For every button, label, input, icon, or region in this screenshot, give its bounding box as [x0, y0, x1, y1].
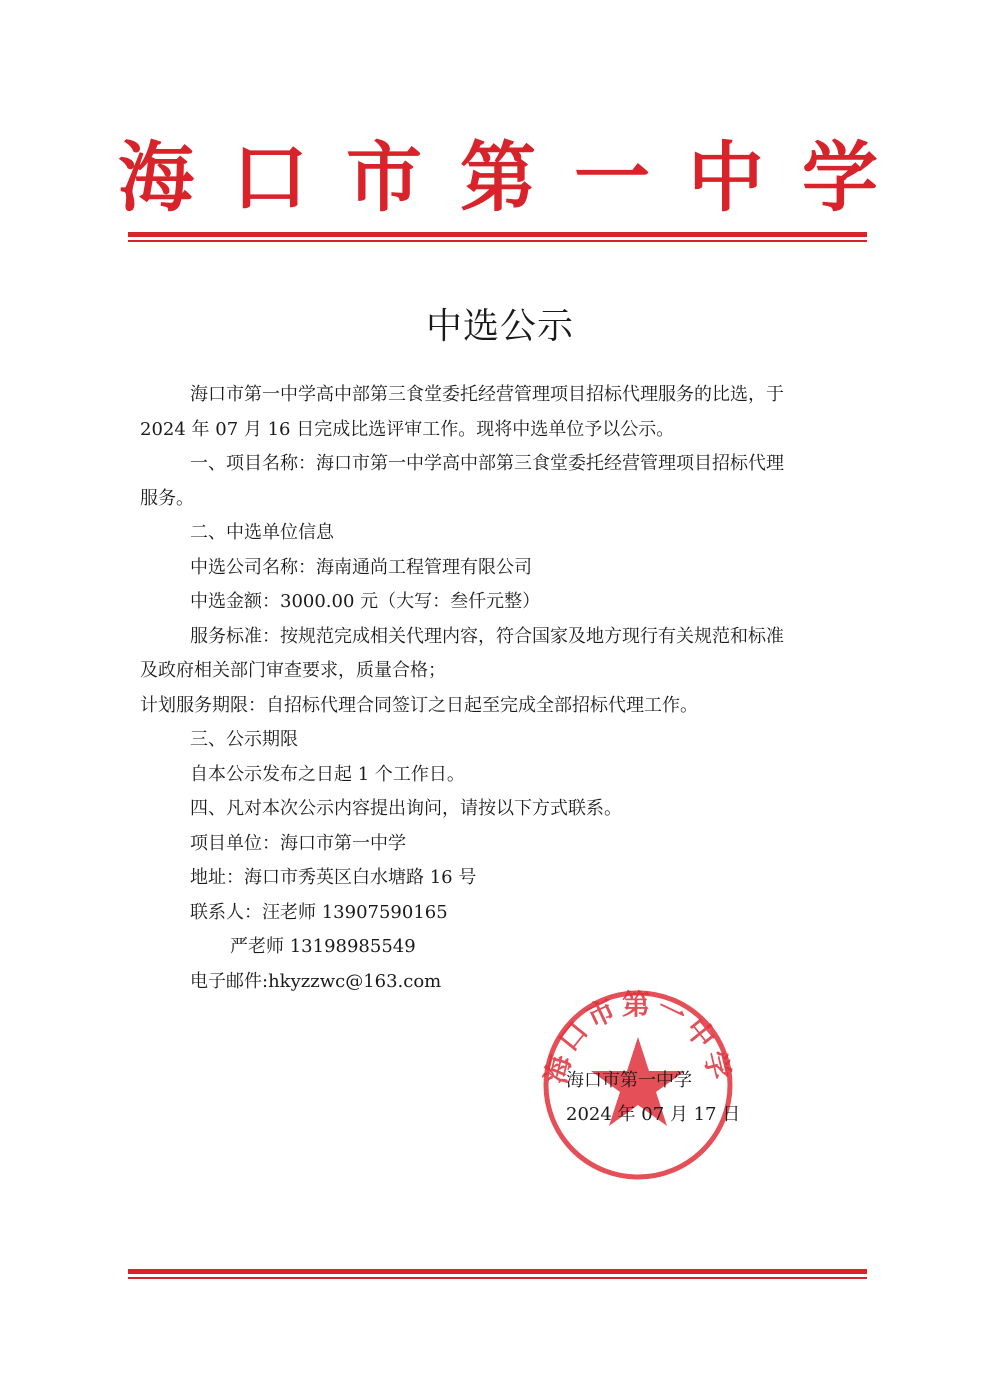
email: 电子邮件:hkyzzwc@163.com [190, 970, 442, 992]
letterhead-char: 第 [460, 133, 536, 222]
document-body [140, 378, 860, 999]
document-title: 中选公示 [425, 306, 574, 347]
letterhead-char: 口 [232, 133, 308, 222]
footer-rule-thin [128, 1277, 867, 1279]
letterhead [118, 128, 878, 228]
letterhead-char: 学 [802, 133, 878, 222]
intro-line-1: 海口市第一中学高中部第三食堂委托经营管理项目招标代理服务的比选，于 [190, 384, 784, 405]
project-unit: 项目单位：海口市第一中学 [190, 832, 406, 854]
section-2-heading: 二、中选单位信息 [190, 522, 334, 543]
signature-org: 海口市第一中学 [566, 1070, 692, 1091]
service-period: 计划服务期限：自招标代理合同签订之日起至完成全部招标代理工作。 [140, 694, 698, 716]
footer-rule-thick [128, 1269, 867, 1274]
contact-1: 联系人：汪老师 13907590165 [190, 901, 448, 923]
section-3-heading: 三、公示期限 [190, 729, 298, 750]
signature-date: 2024 年 07 月 17 日 [566, 1104, 741, 1125]
section-3-text: 自本公示发布之日起 1 个工作日。 [190, 763, 465, 785]
letterhead-char: 海 [118, 133, 194, 222]
section-1-line-1: 一、项目名称：海口市第一中学高中部第三食堂委托经营管理项目招标代理 [190, 453, 784, 474]
header-rule-thick [128, 232, 867, 237]
address: 地址：海口市秀英区白水塘路 16 号 [190, 867, 477, 888]
letterhead-char: 中 [688, 133, 764, 222]
award-amount: 中选金额：3000.00 元（大写：叁仟元整） [190, 591, 541, 612]
contact-2: 严老师 13198985549 [230, 936, 416, 957]
letterhead-char: 一 [574, 133, 650, 222]
section-4-heading: 四、凡对本次公示内容提出询问，请按以下方式联系。 [190, 798, 622, 819]
service-standard-line-2: 及政府相关部门审查要求，质量合格； [140, 660, 446, 681]
section-1-line-2: 服务。 [140, 487, 194, 509]
company-name: 中选公司名称：海南通尚工程管理有限公司 [190, 556, 532, 578]
letterhead-char: 市 [346, 133, 422, 222]
service-standard-line-1: 服务标准：按规范完成相关代理内容，符合国家及地方现行有关规范和标准 [190, 625, 784, 647]
header-rule-thin [128, 240, 867, 242]
signature-block [566, 1064, 740, 1132]
intro-line-2: 2024 年 07 月 16 日完成比选评审工作。现将中选单位予以公示。 [140, 418, 675, 440]
seal-text: 海口市第一中学 [538, 988, 738, 1087]
